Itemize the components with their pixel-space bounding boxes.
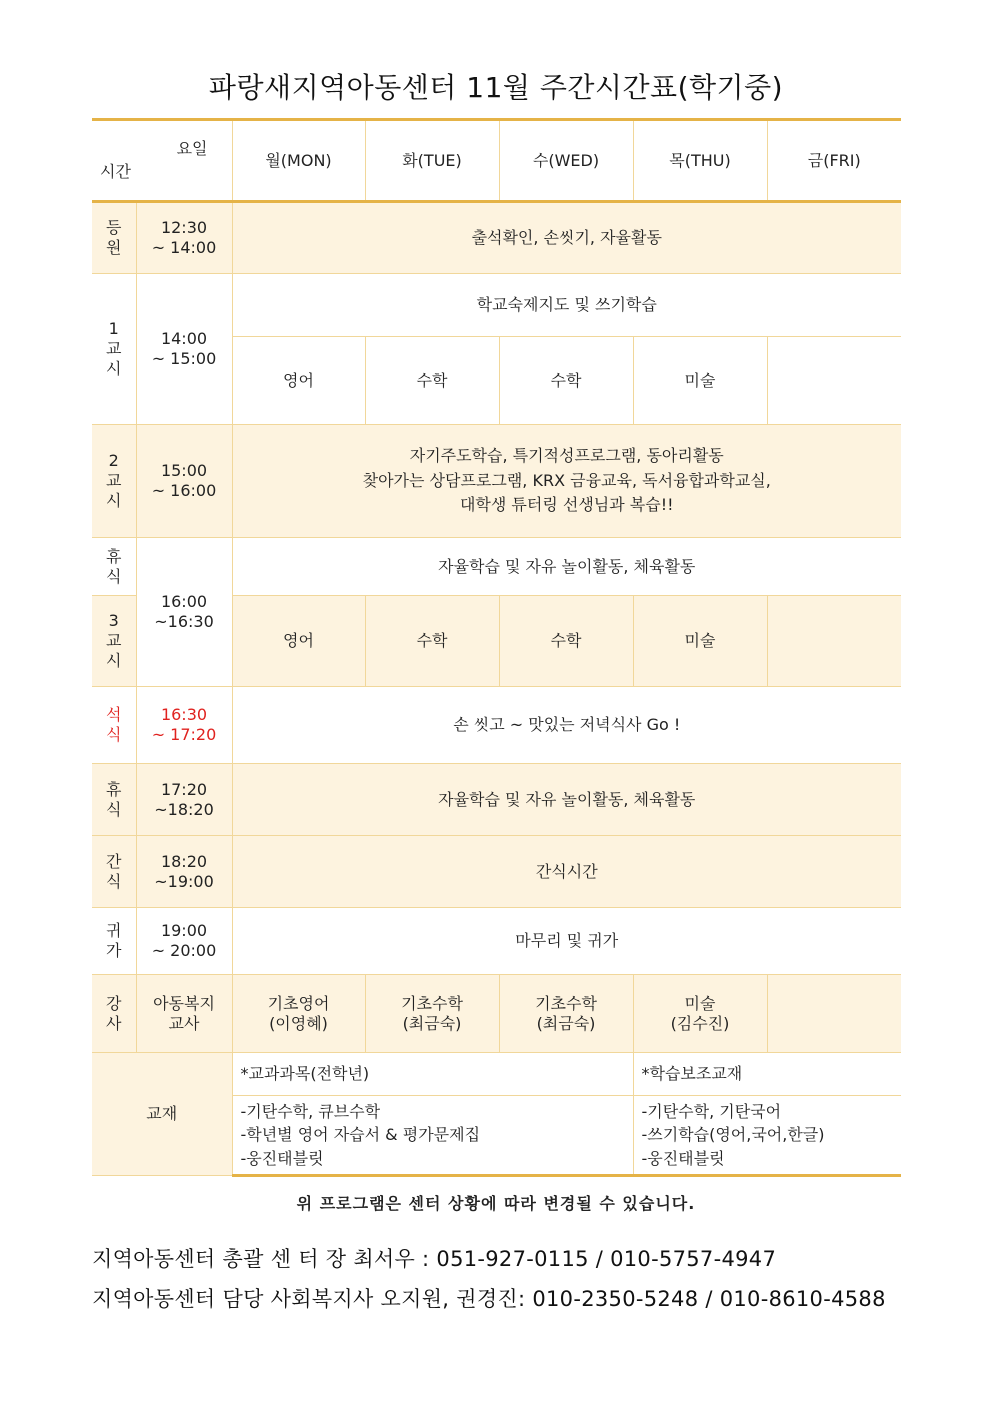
contact-director: 지역아동센터 총괄 센 터 장 최서우 : 051-927-0115 / 010-5757-4947: [92, 1247, 777, 1271]
row-dinner: [92, 687, 901, 764]
row-break2: [92, 764, 901, 836]
teacher-tue: 기초수학 (최금숙): [365, 975, 499, 1053]
activity-period1: 학교숙제지도 및 쓰기학습: [232, 274, 901, 337]
row-label-break2: 휴 식: [92, 764, 136, 836]
row-teachers: [92, 975, 901, 1053]
row-label-teachers: 강 사: [92, 975, 136, 1053]
activity-break2: 자율학습 및 자유 놀이활동, 체육활동: [232, 764, 901, 836]
row-textbooks-head: [92, 1053, 901, 1096]
row-label-period3: 3 교 시: [92, 596, 136, 687]
row-label-home: 귀 가: [92, 908, 136, 975]
row-break1: [92, 538, 901, 596]
time-axis-label: 시간: [100, 162, 131, 181]
activity-snack: 간식시간: [232, 836, 901, 908]
subject-wed-p3: 수학: [499, 596, 633, 687]
activity-arrival: 출석확인, 손씻기, 자율활동: [232, 202, 901, 274]
row-time-break2: 17:20 ~18:20: [136, 764, 232, 836]
row-label-textbooks: 교재: [92, 1053, 232, 1176]
subject-fri-p3: [767, 596, 901, 687]
activity-home: 마무리 및 귀가: [232, 908, 901, 975]
subject-thu-p3: 미술: [633, 596, 767, 687]
row-time-dinner: 16:30 ~ 17:20: [136, 687, 232, 764]
row-arrival: [92, 202, 901, 274]
weekly-timetable: [92, 118, 901, 1177]
subject-tue-p1: 수학: [365, 337, 499, 425]
row-time-home: 19:00 ~ 20:00: [136, 908, 232, 975]
textbook-right-list: -기탄수학, 기탄국어 -쓰기학습(영어,국어,한글) -웅진태블릿: [633, 1096, 901, 1176]
row-time-break1-period3: 16:00 ~16:30: [136, 538, 232, 687]
corner-header: [92, 120, 232, 202]
day-header-thu: 목(THU): [633, 120, 767, 202]
day-axis-label: 요일: [176, 139, 208, 158]
row-label-period1: 1 교 시: [92, 274, 136, 425]
contact-social-worker: 지역아동센터 담당 사회복지사 오지원, 권경진: 010-2350-5248 / 010-8610-4588: [92, 1287, 886, 1311]
day-header-mon: 월(MON): [232, 120, 365, 202]
teacher-wed: 기초수학 (최금숙): [499, 975, 633, 1053]
row-time-arrival: 12:30 ~ 14:00: [136, 202, 232, 274]
day-header-fri: 금(FRI): [767, 120, 901, 202]
row-label-period2: 2 교 시: [92, 425, 136, 538]
row-period1-activity: [92, 274, 901, 337]
row-label-arrival: 등 원: [92, 202, 136, 274]
subject-mon-p3: 영어: [232, 596, 365, 687]
row-label-break1: 휴 식: [92, 538, 136, 596]
activity-dinner: 손 씻고 ~ 맛있는 저녁식사 Go !: [232, 687, 901, 764]
row-label-snack: 간 식: [92, 836, 136, 908]
row-period2: [92, 425, 901, 538]
activity-break1: 자율학습 및 자유 놀이활동, 체육활동: [232, 538, 901, 596]
subject-fri-p1: [767, 337, 901, 425]
row-time-snack: 18:20 ~19:00: [136, 836, 232, 908]
textbook-right-heading: *학습보조교재: [633, 1053, 901, 1096]
subject-wed-p1: 수학: [499, 337, 633, 425]
textbook-left-heading: *교과과목(전학년): [232, 1053, 633, 1096]
teacher-mon: 기초영어 (이영혜): [232, 975, 365, 1053]
day-header-wed: 수(WED): [499, 120, 633, 202]
activity-period2: 자기주도학습, 특기적성프로그램, 동아리활동 찾아가는 상담프로그램, KRX 금융교육, 독서융합과학교실, 대학생 튜터링 선생님과 복습!!: [232, 425, 901, 538]
page-title: 파랑새지역아동센터 11월 주간시간표(학기중): [208, 71, 784, 104]
row-time-period1: 14:00 ~ 15:00: [136, 274, 232, 425]
row-snack: [92, 836, 901, 908]
row-time-period2: 15:00 ~ 16:00: [136, 425, 232, 538]
teacher-role: 아동복지 교사: [136, 975, 232, 1053]
teacher-thu: 미술 (김수진): [633, 975, 767, 1053]
row-label-dinner: 석 식: [92, 687, 136, 764]
change-notice: 위 프로그램은 센터 상황에 따라 변경될 수 있습니다.: [296, 1194, 696, 1213]
teacher-fri: [767, 975, 901, 1053]
row-home: [92, 908, 901, 975]
subject-mon-p1: 영어: [232, 337, 365, 425]
textbook-left-list: -기탄수학, 큐브수학 -학년별 영어 자습서 & 평가문제집 -웅진태블릿: [232, 1096, 633, 1176]
subject-thu-p1: 미술: [633, 337, 767, 425]
day-header-tue: 화(TUE): [365, 120, 499, 202]
subject-tue-p3: 수학: [365, 596, 499, 687]
